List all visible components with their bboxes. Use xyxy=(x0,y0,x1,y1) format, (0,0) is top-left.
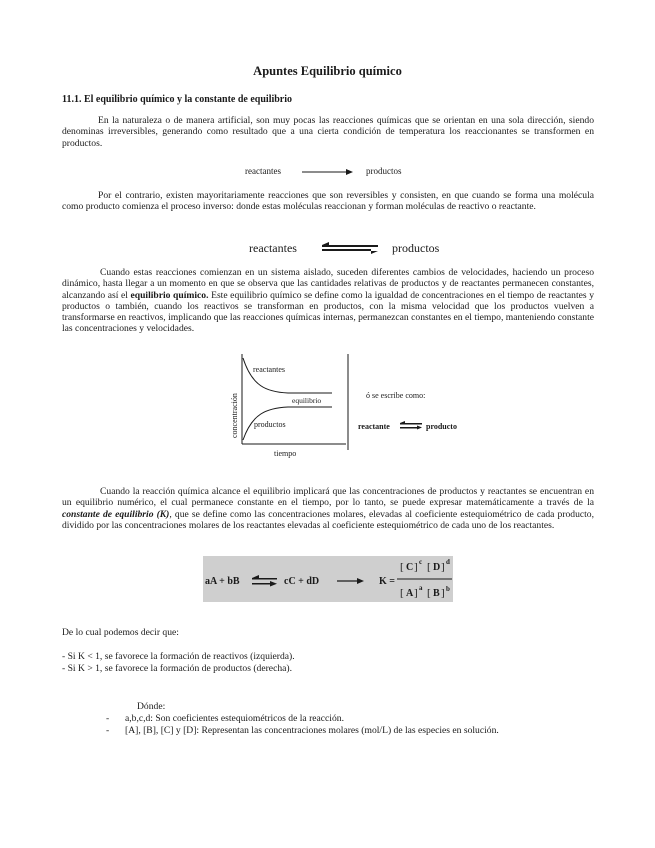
conclusion-item-k-less: - Si K < 1, se favorece la formación de reactivos (izquierda). xyxy=(62,651,295,662)
paragraph-4-after: , que se define como las concentraciones molares, elevadas al coeficiente estequiométrico de cada producto, dividido por las concentraciones molares de los reactantes elevadas al coeficiente estequiométrico de cada uno de los reactantes. xyxy=(62,508,595,531)
paragraph-3-after: Este equilibrio químico se define como la igualdad de concentraciones en el tiempo de reactantes y productos o también, cuando los reactivos se transforman en productos, con la misma velocidad que los productos vuelven a transformarse en reactivos, implicando que las reacciones químicas internas, permanezcan constantes en el tiempo, manteniendo constante las concentraciones y velocidades. xyxy=(62,289,595,335)
formula-exp-a: a xyxy=(419,584,423,592)
paragraph-irreversible xyxy=(62,115,594,149)
reversible-arrow-icon xyxy=(320,241,380,255)
paragraph-4-before: Cuando la reacción química alcance el equilibrio implicará que las concentraciones de productos y reactantes se encuentran en un equilibrio numérico, el cual permanece constante en el tiempo, por lo tanto, se puede expresar matemáticamente a través de la xyxy=(62,486,594,509)
paragraph-2-text: Por el contrario, existen mayoritariamente reacciones que son reversibles y consisten, en que cuando se forma una molécula como producto comienza el proceso inverso: donde estas moléculas reaccionan y forman moléculas de reactivo o reactante. xyxy=(62,190,594,213)
formula-bracket-close-c: ] xyxy=(414,561,418,573)
formula-exp-d: d xyxy=(446,558,450,566)
formula-bracket-open-b: [ xyxy=(427,587,431,599)
eq2-left: reactantes xyxy=(249,241,297,255)
where-item-coefficients: a,b,c,d: Son coeficientes estequiométricos de la reacción. xyxy=(125,713,344,724)
irreversible-arrow-icon xyxy=(300,166,354,178)
paragraph-3-bold: equilibrio químico. xyxy=(130,289,209,301)
reactantes-curve xyxy=(243,358,332,393)
equilibrium-formula xyxy=(203,556,453,602)
paragraph-3-before: Cuando estas reacciones comienzan en un sistema aislado, suceden diferentes cambios de velocidades, haciendo un proceso dinámico, hasta llegar a un momento en que se observa que las cantidades relativas de productos y de reactantes permanecen constantes, alcanzando así el xyxy=(62,267,594,301)
formula-den-b: B xyxy=(433,588,440,599)
conclusion-intro: De lo cual podemos decir que: xyxy=(62,627,179,638)
formula-bracket-close-b: ] xyxy=(441,587,445,599)
formula-num-c: C xyxy=(406,562,414,573)
equilibrium-graph xyxy=(228,352,488,460)
paragraph-reversible xyxy=(62,190,594,213)
graph-side-left: reactante xyxy=(358,422,390,431)
formula-bracket-close-a: ] xyxy=(414,587,418,599)
graph-label-equilibrio: equilibrio xyxy=(292,396,322,405)
graph-xlabel: tiempo xyxy=(274,449,297,458)
where-item-concentrations: [A], [B], [C] y [D]: Representan las concentraciones molares (mol/L) de las especies en solución. xyxy=(125,725,499,736)
formula-bracket-open-a: [ xyxy=(400,587,404,599)
paragraph-4-bold: constante de equilibrio (K) xyxy=(62,508,170,520)
formula-num-d: D xyxy=(433,562,441,573)
formula-products: cC + dD xyxy=(284,576,320,587)
formula-exp-b: b xyxy=(446,585,450,593)
eq1-right: productos xyxy=(366,166,402,176)
formula-reactants: aA + bB xyxy=(205,576,240,587)
eq1-left: reactantes xyxy=(245,166,281,176)
formula-bracket-close-d: ] xyxy=(441,561,445,573)
formula-bracket-open-d: [ xyxy=(427,561,431,573)
graph-label-productos: productos xyxy=(254,420,286,429)
where-bullet-2: - xyxy=(106,725,110,736)
graph-side-right: producto xyxy=(426,422,457,431)
graph-label-reactantes: reactantes xyxy=(253,365,285,374)
graph-ylabel: concentración xyxy=(230,393,239,438)
where-bullet-1: - xyxy=(106,713,110,724)
formula-bracket-open-c: [ xyxy=(400,561,404,573)
formula-k: K = xyxy=(379,576,395,587)
section-heading: 11.1. El equilibrio químico y la constante de equilibrio xyxy=(62,94,293,105)
paragraph-equilibrium xyxy=(62,267,594,335)
formula-forward-arrow-icon xyxy=(337,578,364,584)
paragraph-1-text: En la naturaleza o de manera artificial, son muy pocas las reacciones químicas que se orientan en una sola dirección, siendo denominas irreversibles, generando como resultado que a una cierta condición de temperatura los reaccionantes se transformen en productos. xyxy=(62,115,594,149)
conclusion-item-k-greater: - Si K > 1, se favorece la formación de productos (derecha). xyxy=(62,663,292,674)
page-title: Apuntes Equilibrio químico xyxy=(253,64,402,78)
equilibrium-formula-box xyxy=(203,556,453,602)
graph-side-note: ó se escribe como: xyxy=(366,391,426,400)
side-reversible-arrow-icon xyxy=(400,421,422,430)
formula-exp-c: c xyxy=(419,558,423,566)
formula-den-a: A xyxy=(406,588,414,599)
paragraph-constant xyxy=(62,486,594,531)
formula-reversible-arrow-icon xyxy=(252,575,277,587)
where-label: Dónde: xyxy=(137,701,166,712)
eq2-right: productos xyxy=(392,241,440,255)
